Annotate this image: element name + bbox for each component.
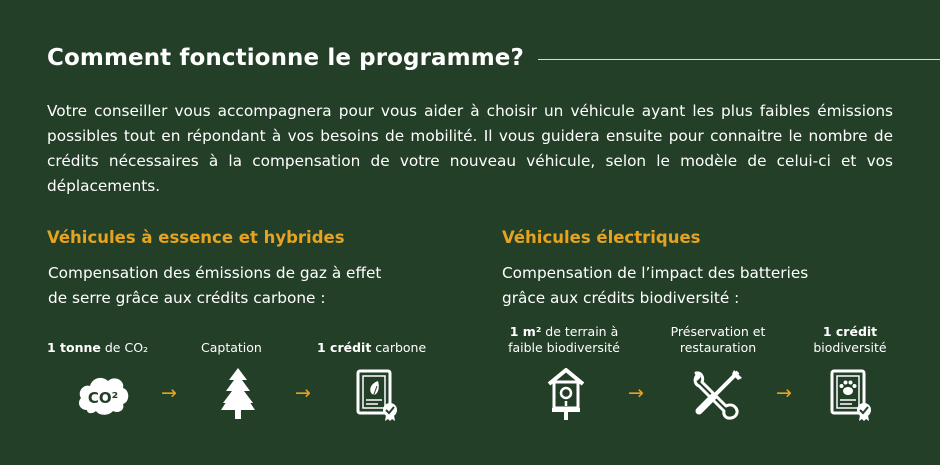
electric-step3-line2: biodiversité: [813, 340, 887, 355]
electric-step3-label: [802, 324, 898, 356]
gasoline-desc-line2: de serre grâce aux crédits carbone :: [48, 289, 326, 307]
co2-cloud-icon: [75, 370, 131, 418]
electric-step1-label: [499, 324, 629, 356]
electric-step1-rest: de terrain à: [545, 324, 619, 339]
gasoline-step1-rest: de CO₂: [104, 340, 149, 355]
gasoline-step1-bold: 1 tonne: [47, 340, 101, 355]
gasoline-step3-label: [317, 340, 426, 356]
gasoline-section-desc: [48, 261, 468, 311]
page-title: Comment fonctionne le programme?: [47, 45, 524, 71]
title-divider: [538, 59, 940, 60]
gasoline-arrow-2: →: [295, 382, 311, 404]
electric-step2-line1: Préservation et: [670, 324, 766, 339]
gasoline-step2-label: Captation: [201, 340, 262, 355]
pine-tree-icon: [217, 366, 259, 420]
electric-arrow-2: →: [776, 382, 792, 404]
electric-desc-line1: Compensation de l’impact des batteries: [502, 264, 809, 282]
gasoline-step3-bold: 1 crédit: [317, 340, 372, 355]
electric-desc-line2: grâce aux crédits biodiversité :: [502, 289, 740, 307]
electric-step2-line2: restauration: [679, 340, 757, 355]
tools-icon: [690, 368, 744, 420]
title-row: [47, 38, 940, 78]
electric-step1-line2: faible biodiversité: [508, 340, 620, 355]
co2-text: CO²: [87, 389, 119, 407]
electric-step3-bold: 1 crédit: [822, 324, 878, 339]
birdhouse-icon: [546, 366, 586, 422]
gasoline-section-title: Véhicules à essence et hybrides: [47, 228, 345, 247]
carbon-certificate-icon: [354, 368, 402, 422]
gasoline-step3-rest: carbone: [375, 340, 427, 355]
electric-section-desc: [502, 261, 922, 311]
gasoline-arrow-1: →: [161, 382, 177, 404]
electric-arrow-1: →: [628, 382, 644, 404]
gasoline-step1-label: [47, 340, 148, 356]
biodiversity-certificate-icon: [828, 368, 876, 422]
electric-section-title: Véhicules électriques: [502, 228, 701, 247]
gasoline-desc-line1: Compensation des émissions de gaz à effet: [48, 264, 382, 282]
electric-step1-bold: 1 m²: [509, 324, 542, 339]
intro-paragraph: Votre conseiller vous accompagnera pour vous aider à choisir un véhicule ayant les plus faibles émissions possibles tout en répondant à vos besoins de mobilité. Il vous guidera ensuite pour connaitre le nombre de crédits nécessaires à la compensation de votre nouveau véhicule, selon le modèle de celui-ci et vos déplacements.: [47, 102, 893, 195]
electric-step2-label: [654, 324, 782, 356]
